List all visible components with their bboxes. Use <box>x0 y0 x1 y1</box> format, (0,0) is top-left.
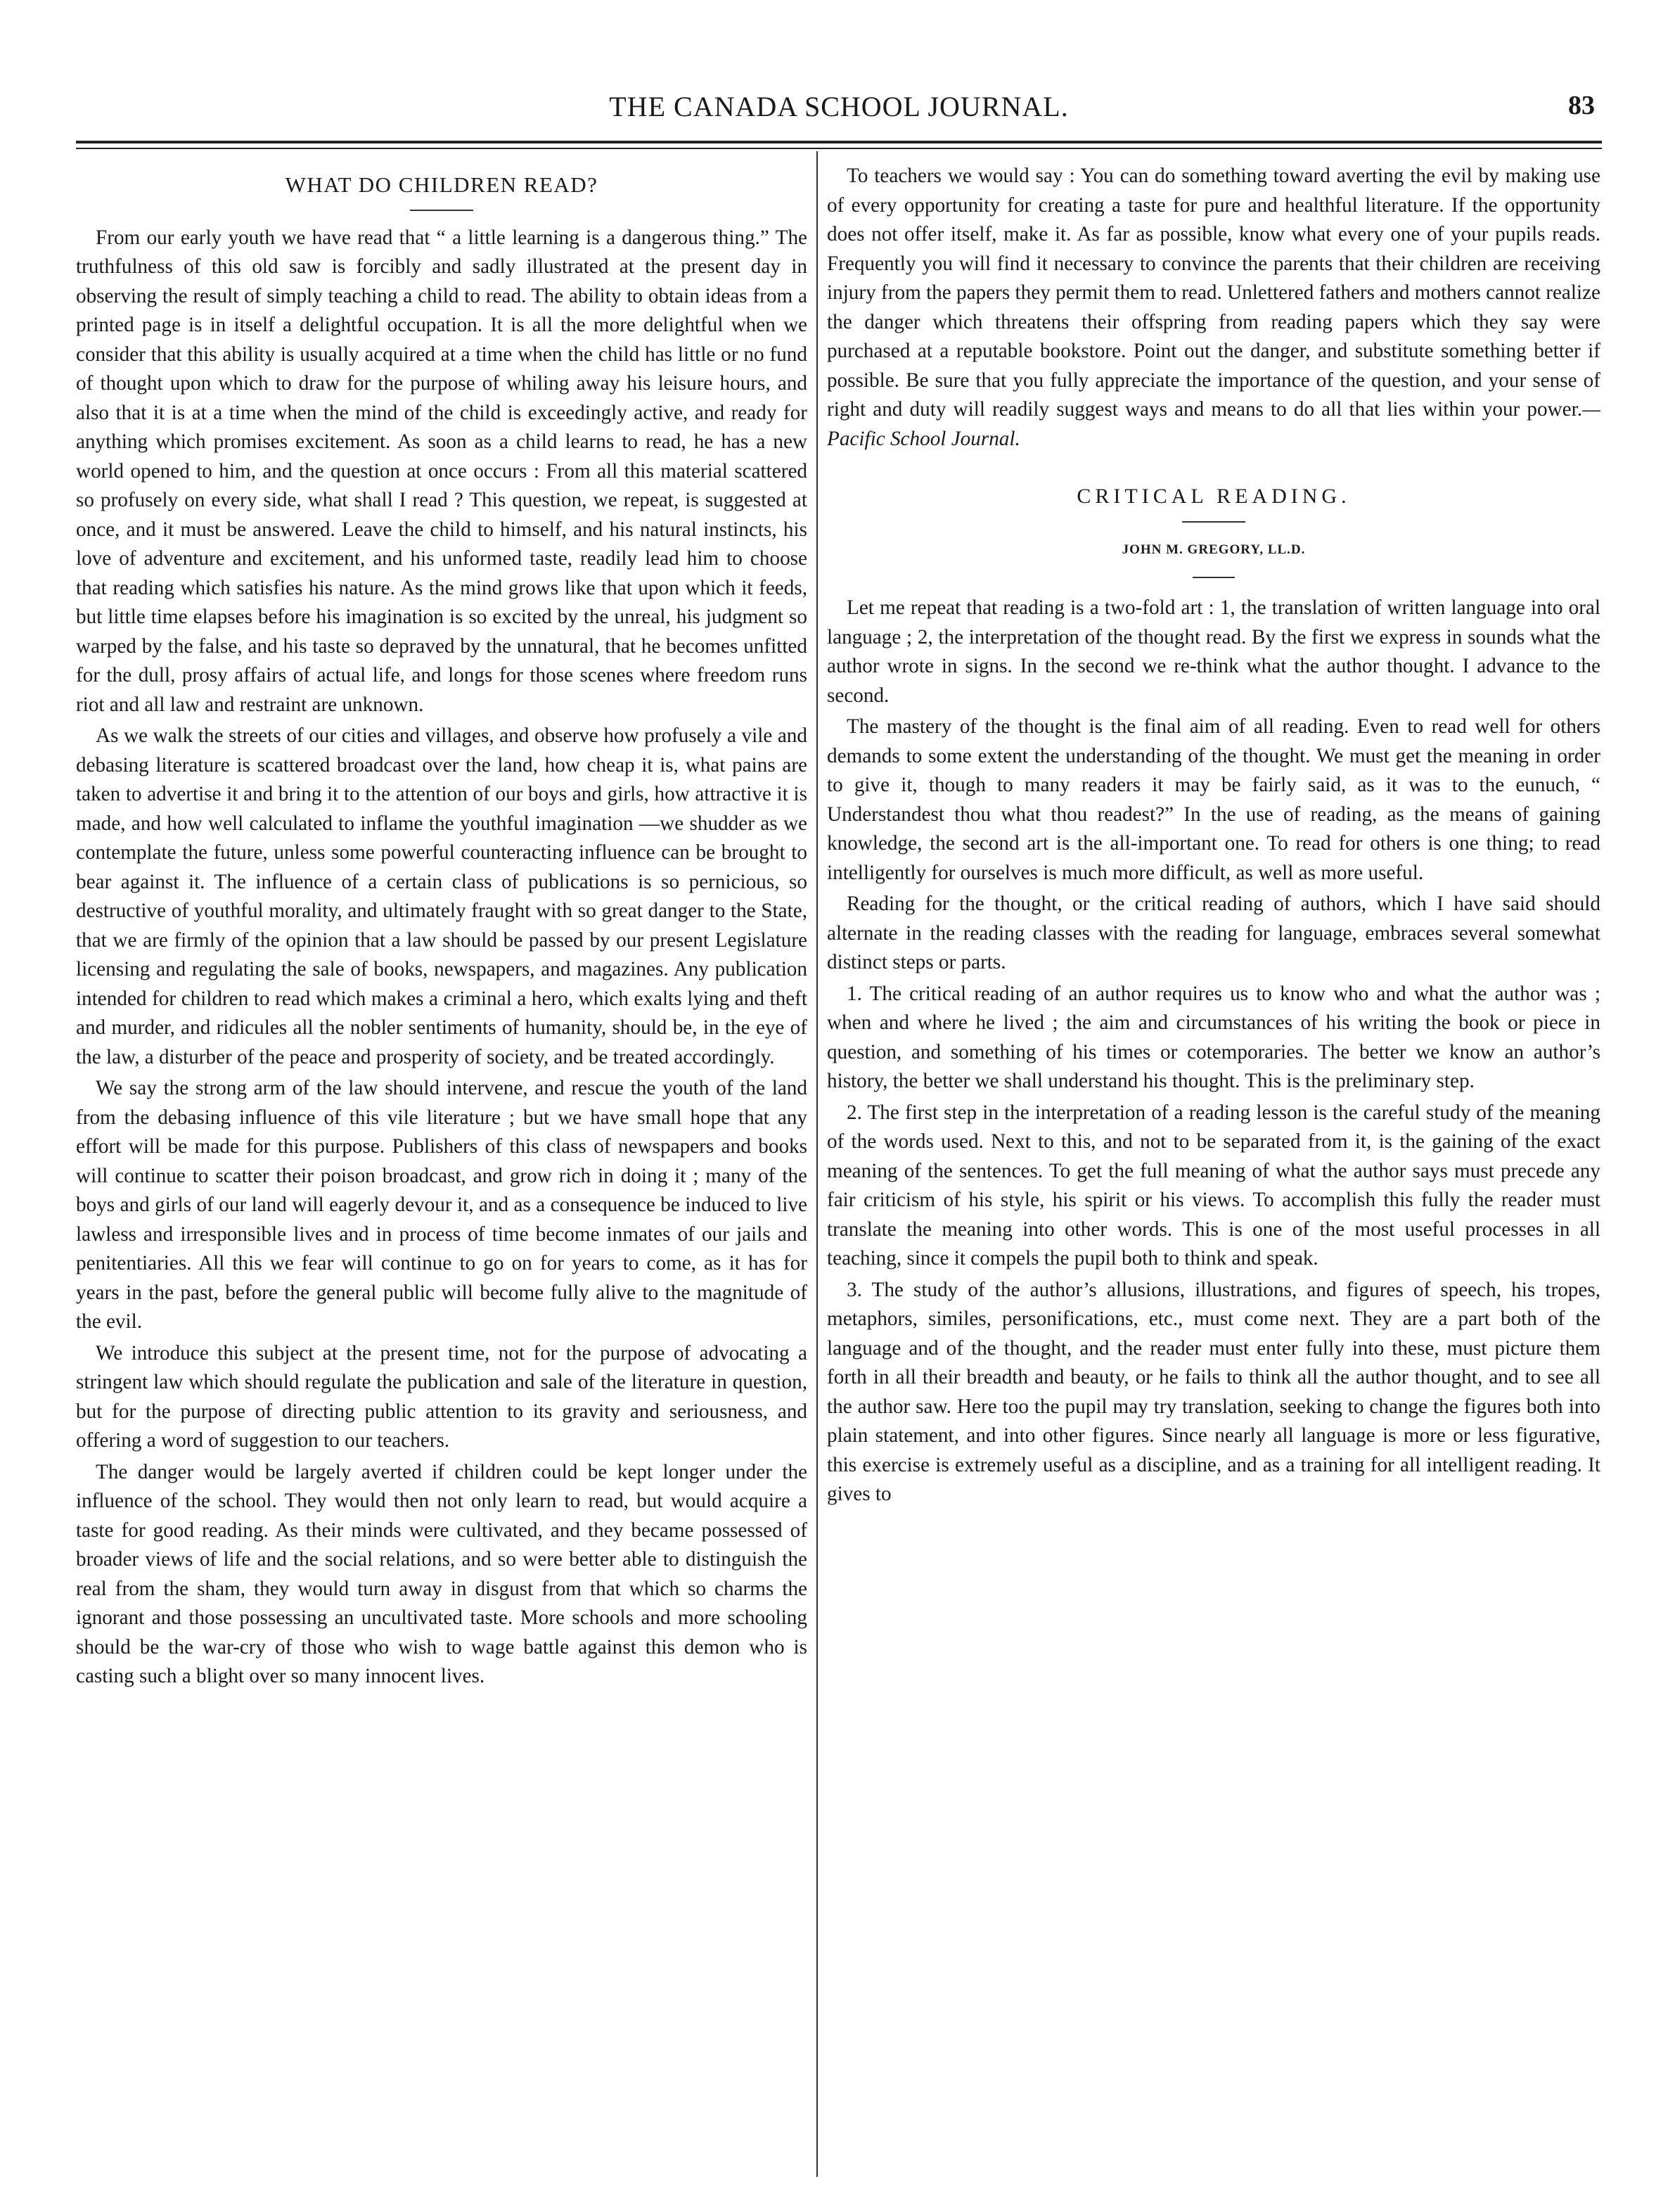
article2-paragraph: 3. The study of the author’s allusions, illustrations, and figures of speech, his tropes, metaphors, similes, personifications, etc., must come next. They are a part both of the language and of the thought, and the reader must enter fully into these, must picture them forth in all their breadth and beauty, or he fails to think all the author thought, and to see all the author saw. Here too the pupil may try translation, seeking to change the figures both into plain statement, and into other figures. Since nearly all language is more or less figurative, this exercise is extremely useful as a discipline, and as a training for all intelligent reading. It gives to <box>827 1278 1600 1505</box>
journal-title: THE CANADA SCHOOL JOURNAL. <box>609 91 1069 122</box>
running-head <box>76 90 1602 132</box>
left-column <box>76 163 807 1692</box>
article2-paragraph: The mastery of the thought is the final aim of all reading. Even to read well for others demands to some extent the understanding of the thought. We must get the meaning in order to give it, though to many readers it may be fairly said, as it was to the eunuch, “ Understandest thou what thou readest?” In the use of reading, as the means of gaining knowledge, the second art is the all-important one. To read for others is one thing; to read intelligently for ourselves is much more difficult, as well as more useful. <box>827 715 1600 884</box>
heading-rule <box>410 210 473 211</box>
header-rule-thick <box>76 141 1602 143</box>
article1-paragraph: As we walk the streets of our cities and villages, and observe how profusely a vile and debasing literature is scattered broadcast over the land, how cheap it is, what pains are taken to advertise it and bring it to the attention of our boys and girls, how attractive it is made, and how well calculated to inflame the youthful imagination —we shudder as we contemplate the future, unless some powerful counteracting influence can be brought to bear against it. The influence of a certain class of publications is so pernicious, so destructive of youthful morality, and ultimately fraught with so great danger to the State, that we are firmly of the opinion that a law should be passed by our present Legislature licensing and regulating the sale of books, newspapers, and magazines. Any publication intended for children to read which makes a criminal a hero, which exalts lying and theft and murder, and ridicules all the nobler sentiments of humanity, should be, in the eye of the law, a disturber of the peace and prosperity of society, and be treated accordingly. <box>76 724 807 1068</box>
article1-paragraph: We introduce this subject at the present time, not for the purpose of advocating a stringent law which should regulate the publication and sale of the literature in question, but for the purpose of directing public attention to its gravity and seriousness, and offering a word of suggestion to our teachers. <box>76 1341 807 1452</box>
article-heading-critical-reading: CRITICAL READING. <box>1077 485 1351 508</box>
article1-paragraph: We say the strong arm of the law should intervene, and rescue the youth of the land from the debasing influence of this vile literature ; but we have small hope that any effort will be made for this purpose. Publishers of this class of newspapers and books will continue to scatter their poison broadcast, and grow rich in doing it ; many of the boys and girls of our land will eagerly devour it, and as a consequence be induced to live lawless and irresponsible lives and in process of time become inmates of our jails and penitentiaries. All this we fear will continue to go on for years to come, as it has for years in the past, before the general public will become fully alive to the magnitude of the evil. <box>76 1077 807 1333</box>
author-byline: JOHN M. GREGORY, LL.D. <box>1122 542 1306 557</box>
header-rule-thin <box>76 148 1602 149</box>
article-credit: —Pacific School Journal. <box>827 398 1600 450</box>
article1-paragraph-text: To teachers we would say : You can do something toward averting the evil by making use of every opportunity for creating a taste for pure and healthful literature. If the opportunity does not offer itself, make it. As far as possible, know what every one of your pupils reads. Frequently you will find it necessary to convince the parents that their children are receiving injury from the papers they permit them to read. Unlettered fathers and mothers cannot realize the danger which threatens their offspring from reading papers which they say were purchased at a reputable bookstore. Point out the danger, and substitute something better if possible. Be sure that you fully appreciate the importance of the question, and your sense of right and duty will readily suggest ways and means to do all that lies within your power. <box>827 165 1600 421</box>
column-divider <box>816 151 818 2177</box>
byline-rule <box>1193 577 1235 578</box>
page-number: 83 <box>1568 91 1595 120</box>
right-column <box>827 162 1600 1509</box>
article2-paragraph: 1. The critical reading of an author requires us to know who and what the author was ; when and where he lived ; the aim and circumstances of his writing the book or piece in question, and something of his times or cotemporaries. The better we know an author’s history, the better we shall understand his thought. This is the preliminary step. <box>827 982 1600 1092</box>
article2-paragraph: Reading for the thought, or the critical reading of authors, which I have said should alternate in the reading classes with the reading for language, embraces several somewhat distinct steps or parts. <box>827 893 1600 973</box>
article1-paragraph <box>827 162 1600 454</box>
article2-paragraph: 2. The first step in the interpretation of a reading lesson is the careful study of the meaning of the words used. Next to this, and not to be separated from it, is the gaining of the exact meaning of the sentences. To get the full meaning of what the author says must precede any fair criticism of his style, his spirit or his views. To accomplish this fully the reader must translate the meaning into other words. This is one of the most useful processes in all teaching, since it compels the pupil both to think and speak. <box>827 1101 1600 1270</box>
article1-paragraph: The danger would be largely averted if children could be kept longer under the influence of the school. They would then not only learn to read, but would acquire a taste for good reading. As their minds were cultivated, and they became possessed of broader views of life and the social relations, and so were better able to distinguish the real from the sham, they would turn away in disgust from that which so charms the ignorant and those possessing an uncultivated taste. More schools and more schooling should be the war-cry of those who wish to wage battle against this demon who is casting such a blight over so many innocent lives. <box>76 1460 807 1687</box>
heading-rule <box>1182 521 1245 523</box>
article-heading-children-read: WHAT DO CHILDREN READ? <box>285 172 598 197</box>
article1-paragraph: From our early youth we have read that “ a little learning is a dangerous thing.” The truthfulness of this old saw is forcibly and sadly illustrated at the present day in observing the result of simply teaching a child to read. The ability to obtain ideas from a printed page is in itself a delightful occupation. It is all the more delightful when we consider that this ability is usually acquired at a time when the child has little or no fund of thought upon which to draw for the purpose of whiling away his leisure hours, and also that it is at a time when the mind of the child is exceedingly active, and ready for anything which promises excitement. As soon as a child learns to read, he has a new world opened to him, and the question at once occurs : From all this material scattered so profusely on every side, what shall I read ? This question, we repeat, is suggested at once, and it must be answered. Leave the child to himself, and his natural instincts, his love of adventure and excitement, and his unformed taste, readily lead him to choose that reading which satisfies his nature. As the mind grows like that upon which it feeds, but little time elapses before his imagination is so excited by the unreal, his judgment so warped by the false, and his taste so depraved by the unnatural, that he becomes unfitted for the dull, prosy affairs of actual life, and longs for those scenes where freedom runs riot and all law and restraint are unknown. <box>76 226 807 716</box>
article2-paragraph: Let me repeat that reading is a two-fold art : 1, the translation of written language into oral language ; 2, the interpretation of the thought read. By the first we express in sounds what the author wrote in signs. In the second we re-think what the author thought. I advance to the second. <box>827 596 1600 707</box>
